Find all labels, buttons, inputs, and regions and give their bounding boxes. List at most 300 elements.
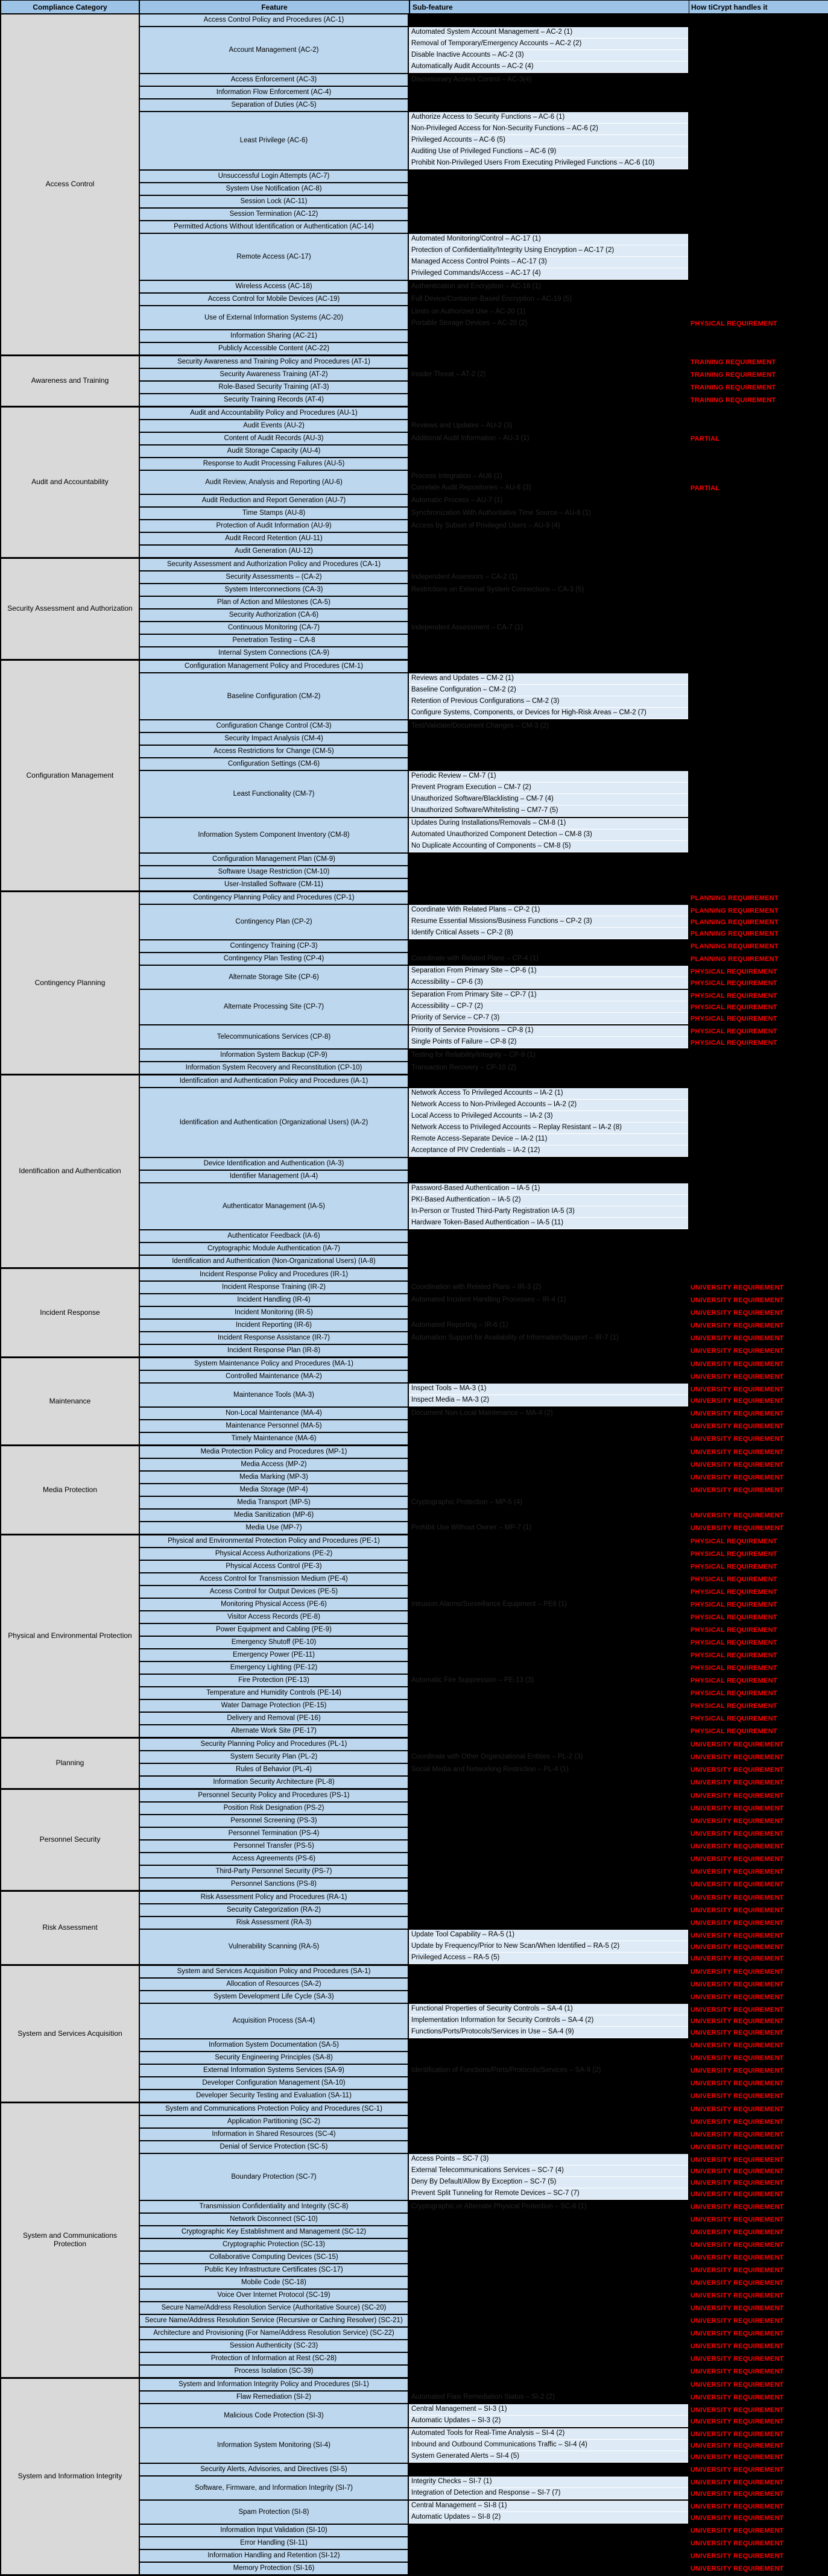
sub-feature-rows	[409, 1230, 828, 1242]
sub-feature-rows	[409, 647, 828, 659]
sub-feature-rows	[409, 209, 828, 220]
sub-feature-rows	[409, 2103, 828, 2115]
sub-feature-cell: Authentication and Encryption – AC-18 (1)	[409, 281, 688, 292]
sub-feature-cell: Automated Unauthorized Component Detection – CM-8 (3)	[409, 830, 688, 841]
sub-feature-cell: No Duplicate Accounting of Components – CM-8 (5)	[409, 841, 688, 852]
feature-row	[140, 1979, 828, 1991]
table-row	[409, 2328, 828, 2339]
table-row	[409, 696, 828, 708]
sub-feature-cell: Integration of Detection and Response – SI-7 (7)	[409, 2488, 688, 2499]
handling-cell	[688, 609, 828, 621]
handling-cell	[688, 27, 828, 39]
table-row	[409, 771, 828, 783]
table-row	[409, 2077, 828, 2089]
handling-cell: UNIVERSITY REQUIREMENT	[688, 1866, 828, 1877]
table-row	[409, 1828, 828, 1839]
feature-row	[140, 382, 828, 394]
table-row	[409, 2290, 828, 2301]
table-row	[409, 1649, 828, 1661]
sub-feature-cell: Inbound and Outbound Communications Traffic – SI-4 (4)	[409, 2440, 688, 2451]
feature-row	[140, 2039, 828, 2052]
feature-cell: Monitoring Physical Access (PE-6)	[140, 1599, 409, 1610]
handling-cell	[688, 805, 828, 817]
feature-cell: Identification and Authentication (Non-Organizational Users) (IA-8)	[140, 1256, 409, 1267]
table-row	[409, 99, 828, 111]
handling-cell	[688, 1134, 828, 1145]
sub-feature-cell: Automated Incident Handling Processes – IR-4 (1)	[409, 1294, 688, 1306]
category-cell-risk-assessment: Risk Assessment	[1, 1892, 140, 1964]
sub-feature-cell	[409, 1713, 688, 1724]
sub-feature-rows	[409, 2039, 828, 2051]
sub-feature-rows	[409, 2392, 828, 2403]
table-row	[409, 245, 828, 257]
feature-row	[140, 2290, 828, 2302]
handling-cell: UNIVERSITY REQUIREMENT	[688, 1966, 828, 1977]
sub-feature-cell	[409, 382, 688, 393]
feature-cell: Timely Maintenance (MA-6)	[140, 1433, 409, 1444]
section-physical-and-environmental-protection	[1, 1535, 828, 1739]
sub-feature-rows	[409, 1828, 828, 1839]
feature-cell: Temperature and Humidity Controls (PE-14)	[140, 1687, 409, 1699]
feature-row	[140, 221, 828, 234]
feature-row	[140, 559, 828, 572]
feature-row	[140, 1853, 828, 1866]
table-row	[409, 1953, 828, 1964]
sub-feature-rows	[409, 1675, 828, 1686]
table-row	[409, 306, 828, 318]
handling-cell: UNIVERSITY REQUIREMENT	[688, 2129, 828, 2140]
section-body-planning	[140, 1739, 828, 1788]
feature-row	[140, 1599, 828, 1611]
feature-cell: Cryptographic Key Establishment and Management (SC-12)	[140, 2226, 409, 2238]
feature-cell: Acquisition Process (SA-4)	[140, 2004, 409, 2038]
sub-feature-rows	[409, 1991, 828, 2003]
sub-feature-cell: Privileged Accounts – AC-6 (5)	[409, 135, 688, 146]
sub-feature-cell: Automated Tools for Real-Time Analysis – SI-4 (2)	[409, 2428, 688, 2440]
feature-row	[140, 1050, 828, 1062]
sub-feature-cell	[409, 892, 688, 904]
feature-row	[140, 369, 828, 382]
handling-cell: UNIVERSITY REQUIREMENT	[688, 2116, 828, 2127]
sub-feature-cell: Process Integration – AU6 (1)	[409, 471, 688, 482]
table-row	[409, 2226, 828, 2238]
feature-row	[140, 330, 828, 343]
sub-feature-rows	[409, 112, 828, 169]
table-row	[409, 1395, 828, 1406]
sub-feature-cell: Privileged Access – RA-5 (5)	[409, 1953, 688, 1964]
sub-feature-rows	[409, 1484, 828, 1496]
sub-feature-rows	[409, 2379, 828, 2390]
table-row	[409, 394, 828, 406]
feature-row	[140, 854, 828, 866]
feature-row	[140, 2065, 828, 2077]
handling-cell: UNIVERSITY REQUIREMENT	[688, 2550, 828, 2562]
handling-cell: UNIVERSITY REQUIREMENT	[688, 1803, 828, 1814]
feature-cell: Permitted Actions Without Identification or Authentication (AC-14)	[140, 221, 409, 233]
table-row	[409, 482, 828, 494]
table-row	[409, 508, 828, 519]
handling-cell: UNIVERSITY REQUIREMENT	[688, 1853, 828, 1865]
feature-row	[140, 87, 828, 99]
sub-feature-cell	[409, 2103, 688, 2115]
feature-row	[140, 1062, 828, 1074]
sub-feature-rows	[409, 221, 828, 233]
handling-cell	[688, 420, 828, 432]
table-body	[1, 14, 828, 2576]
table-row	[409, 940, 828, 952]
table-row	[409, 1171, 828, 1182]
sub-feature-cell: Insider Threat – AT-2 (2)	[409, 369, 688, 380]
handling-cell: UNIVERSITY REQUIREMENT	[688, 1841, 828, 1852]
handling-cell: UNIVERSITY REQUIREMENT	[688, 2440, 828, 2451]
feature-cell: Session Termination (AC-12)	[140, 209, 409, 220]
handling-cell: TRAINING REQUIREMENT	[688, 356, 828, 368]
feature-row	[140, 2302, 828, 2315]
sub-feature-cell: Automation Support for Availability of Information/Support – IR-7 (1)	[409, 1332, 688, 1344]
handling-cell	[688, 158, 828, 169]
handling-cell: UNIVERSITY REQUIREMENT	[688, 1446, 828, 1458]
feature-row	[140, 1764, 828, 1777]
table-row	[409, 2090, 828, 2102]
sub-feature-cell	[409, 635, 688, 646]
sub-feature-rows	[409, 1243, 828, 1255]
sub-feature-rows	[409, 1358, 828, 1370]
feature-row	[140, 1320, 828, 1332]
sub-feature-cell: Non-Privileged Access for Non-Security Functions – AC-6 (2)	[409, 124, 688, 135]
sub-feature-cell	[409, 1459, 688, 1470]
table-row	[409, 1282, 828, 1293]
table-row	[409, 257, 828, 268]
sub-feature-rows	[409, 533, 828, 544]
feature-cell: Emergency Lighting (PE-12)	[140, 1662, 409, 1674]
feature-row	[140, 520, 828, 533]
sub-feature-rows	[409, 2277, 828, 2288]
feature-row	[140, 1446, 828, 1459]
handling-cell	[688, 584, 828, 596]
sub-feature-rows	[409, 1841, 828, 1852]
sub-feature-cell: Additional Audit Information – AU-3 (1)	[409, 433, 688, 444]
feature-row	[140, 508, 828, 520]
table-row	[409, 818, 828, 830]
feature-cell: Voice Over Internet Protocol (SC-19)	[140, 2290, 409, 2301]
handling-cell: UNIVERSITY REQUIREMENT	[688, 2004, 828, 2015]
sub-feature-rows	[409, 1777, 828, 1788]
category-cell-configuration-management: Configuration Management	[1, 661, 140, 890]
sub-feature-rows	[409, 446, 828, 457]
handling-cell	[688, 733, 828, 745]
feature-row	[140, 1183, 828, 1230]
feature-cell: Security Training Records (AT-4)	[140, 394, 409, 406]
sub-feature-rows	[409, 1282, 828, 1293]
table-row	[409, 446, 828, 457]
table-row	[409, 1320, 828, 1331]
table-row	[409, 1930, 828, 1941]
table-row	[409, 2264, 828, 2276]
table-row	[409, 61, 828, 73]
table-row	[409, 2177, 828, 2188]
table-row	[409, 2201, 828, 2212]
handling-cell: UNIVERSITY REQUIREMENT	[688, 2015, 828, 2027]
handling-cell: UNIVERSITY REQUIREMENT	[688, 2353, 828, 2364]
sub-feature-rows	[409, 74, 828, 86]
sub-feature-rows	[409, 2201, 828, 2212]
sub-feature-cell	[409, 1739, 688, 1750]
feature-cell: Information Flow Enforcement (AC-4)	[140, 87, 409, 98]
feature-cell: Wireless Access (AC-18)	[140, 281, 409, 292]
handling-cell	[688, 818, 828, 830]
feature-cell: Information System Backup (CP-9)	[140, 1050, 409, 1061]
sub-feature-rows	[409, 1420, 828, 1432]
table-row	[409, 2239, 828, 2250]
handling-cell: UNIVERSITY REQUIREMENT	[688, 1878, 828, 1890]
table-row	[409, 866, 828, 878]
handling-cell: UNIVERSITY REQUIREMENT	[688, 1815, 828, 1827]
feature-cell: System Use Notification (AC-8)	[140, 183, 409, 195]
sub-feature-cell	[409, 733, 688, 745]
feature-row	[140, 1892, 828, 1904]
table-row	[409, 953, 828, 965]
table-row	[409, 2353, 828, 2364]
handling-cell	[688, 673, 828, 685]
feature-cell: Error Handling (SI-11)	[140, 2537, 409, 2549]
sub-feature-rows	[409, 2563, 828, 2574]
table-row	[409, 1446, 828, 1458]
sub-feature-cell: PKI-Based Authentication – IA-5 (2)	[409, 1195, 688, 1206]
sub-feature-rows	[409, 966, 828, 989]
sub-feature-cell: Identify Critical Assets – CP-2 (8)	[409, 928, 688, 939]
handling-cell	[688, 446, 828, 457]
table-row	[409, 1307, 828, 1318]
header-compliance-category: Compliance Category	[1, 1, 140, 13]
feature-cell: Access Control for Mobile Devices (AC-19)	[140, 294, 409, 305]
feature-row	[140, 1624, 828, 1637]
feature-cell: Access Enforcement (AC-3)	[140, 74, 409, 86]
table-row	[409, 1206, 828, 1218]
feature-row	[140, 1472, 828, 1484]
feature-cell: Developer Security Testing and Evaluation (SA-11)	[140, 2090, 409, 2102]
feature-cell: Water Damage Protection (PE-15)	[140, 1700, 409, 1712]
feature-cell: Media Transport (MP-5)	[140, 1497, 409, 1508]
feature-cell: System and Services Acquisition Policy and Procedures (SA-1)	[140, 1966, 409, 1977]
feature-row	[140, 647, 828, 659]
sub-feature-rows	[409, 771, 828, 817]
handling-cell: UNIVERSITY REQUIREMENT	[688, 2039, 828, 2051]
feature-cell: Third-Party Personnel Security (PS-7)	[140, 1866, 409, 1877]
sub-feature-rows	[409, 1561, 828, 1572]
handling-cell: PHYSICAL REQUIREMENT	[688, 1586, 828, 1598]
handling-cell: UNIVERSITY REQUIREMENT	[688, 1307, 828, 1318]
sub-feature-rows	[409, 2141, 828, 2153]
feature-cell: Content of Audit Records (AU-3)	[140, 433, 409, 444]
sub-feature-rows	[409, 1025, 828, 1048]
sub-feature-cell: Central Management – SI-3 (1)	[409, 2404, 688, 2416]
feature-row	[140, 27, 828, 74]
handling-cell: UNIVERSITY REQUIREMENT	[688, 2239, 828, 2250]
section-body-awareness-and-training	[140, 356, 828, 406]
sub-feature-rows	[409, 2353, 828, 2364]
handling-cell	[688, 1158, 828, 1170]
handling-cell: PLANNING REQUIREMENT	[688, 928, 828, 939]
feature-row	[140, 408, 828, 420]
feature-cell: Security Awareness and Training Policy and Procedures (AT-1)	[140, 356, 409, 368]
category-cell-system-and-information-integrity: System and Information Integrity	[1, 2379, 140, 2574]
sub-feature-cell: Updates During Installations/Removals – CM-8 (1)	[409, 818, 688, 830]
handling-cell	[688, 171, 828, 182]
section-body-media-protection	[140, 1446, 828, 1534]
feature-row	[140, 1815, 828, 1828]
handling-cell: UNIVERSITY REQUIREMENT	[688, 1979, 828, 1990]
feature-cell: Physical Access Control (PE-3)	[140, 1561, 409, 1572]
feature-row	[140, 1230, 828, 1243]
feature-row	[140, 2537, 828, 2550]
handling-cell: UNIVERSITY REQUIREMENT	[688, 1892, 828, 1903]
sub-feature-rows	[409, 1966, 828, 1977]
sub-feature-cell: Identification of Functions/Ports/Protocols/Services – SA-9 (2)	[409, 2065, 688, 2076]
sub-feature-cell	[409, 1841, 688, 1852]
handling-cell: PHYSICAL REQUIREMENT	[688, 1037, 828, 1048]
table-row	[409, 1123, 828, 1134]
section-system-and-information-integrity	[1, 2379, 828, 2576]
table-row	[409, 382, 828, 393]
table-row	[409, 1230, 828, 1242]
handling-cell: UNIVERSITY REQUIREMENT	[688, 2315, 828, 2326]
feature-row	[140, 1966, 828, 1979]
feature-cell: Unsuccessful Login Attempts (AC-7)	[140, 171, 409, 182]
feature-cell: Physical and Environmental Protection Policy and Procedures (PE-1)	[140, 1535, 409, 1547]
handling-cell: PLANNING REQUIREMENT	[688, 953, 828, 965]
table-row	[409, 1243, 828, 1255]
feature-row	[140, 879, 828, 890]
table-row	[409, 1675, 828, 1686]
sub-feature-rows	[409, 1183, 828, 1229]
feature-row	[140, 866, 828, 879]
handling-cell	[688, 1075, 828, 1087]
handling-cell	[688, 74, 828, 86]
feature-row	[140, 1269, 828, 1282]
sub-feature-rows	[409, 2501, 828, 2524]
sub-feature-cell	[409, 1484, 688, 1496]
sub-feature-rows	[409, 2129, 828, 2140]
feature-row	[140, 1497, 828, 1510]
sub-feature-cell	[409, 1548, 688, 1560]
handling-cell: UNIVERSITY REQUIREMENT	[688, 2340, 828, 2352]
feature-cell: Time Stamps (AU-8)	[140, 508, 409, 519]
handling-cell: UNIVERSITY REQUIREMENT	[688, 1395, 828, 1406]
table-row	[409, 1687, 828, 1699]
sub-feature-rows	[409, 306, 828, 329]
feature-cell: Alternate Storage Site (CP-6)	[140, 966, 409, 989]
header-sub-feature: Sub-feature	[410, 1, 689, 13]
handling-cell: UNIVERSITY REQUIREMENT	[688, 2290, 828, 2301]
feature-cell: Media Sanitization (MP-6)	[140, 1510, 409, 1521]
feature-row	[140, 2477, 828, 2501]
table-row	[409, 1892, 828, 1903]
feature-cell: Media Protection Policy and Procedures (MP-1)	[140, 1446, 409, 1458]
table-row	[409, 1573, 828, 1585]
sub-feature-cell	[409, 1991, 688, 2003]
section-incident-response	[1, 1269, 828, 1358]
feature-row	[140, 661, 828, 673]
feature-row	[140, 966, 828, 990]
header-how-ticrypt-handles-it: How tiCrypt handles it	[691, 2, 768, 11]
table-row	[409, 2563, 828, 2574]
handling-cell: UNIVERSITY REQUIREMENT	[688, 1764, 828, 1775]
sub-feature-cell	[409, 1853, 688, 1865]
sub-feature-cell	[409, 2537, 688, 2549]
sub-feature-rows	[409, 854, 828, 865]
feature-row	[140, 1075, 828, 1088]
feature-row	[140, 1790, 828, 1803]
sub-feature-cell	[409, 356, 688, 368]
feature-row	[140, 758, 828, 771]
table-row	[409, 805, 828, 817]
sub-feature-rows	[409, 990, 828, 1024]
sub-feature-cell	[409, 2563, 688, 2574]
sub-feature-cell	[409, 1472, 688, 1483]
sub-feature-cell	[409, 446, 688, 457]
feature-cell: Response to Audit Processing Failures (AU-5)	[140, 458, 409, 470]
section-security-assessment-and-authorization	[1, 559, 828, 661]
table-row	[409, 597, 828, 608]
table-row	[409, 830, 828, 841]
handling-cell: UNIVERSITY REQUIREMENT	[688, 1510, 828, 1521]
sub-feature-cell: Prohibit Non-Privileged Users From Executing Privileged Functions – AC-6 (10)	[409, 158, 688, 169]
sub-feature-cell	[409, 1371, 688, 1382]
sub-feature-cell	[409, 209, 688, 220]
feature-cell: Identification and Authentication Policy and Procedures (IA-1)	[140, 1075, 409, 1087]
table-row	[409, 1013, 828, 1024]
feature-cell: Configuration Management Plan (CM-9)	[140, 854, 409, 865]
table-row	[409, 1803, 828, 1814]
feature-row	[140, 1917, 828, 1930]
sub-feature-rows	[409, 1892, 828, 1903]
handling-cell	[688, 408, 828, 419]
sub-feature-cell: Independent Assessors – CA-2 (1)	[409, 572, 688, 583]
feature-row	[140, 1282, 828, 1294]
feature-cell: Software, Firmware, and Information Integrity (SI-7)	[140, 2477, 409, 2499]
sub-feature-cell	[409, 1700, 688, 1712]
sub-feature-cell	[409, 87, 688, 98]
category-cell-system-and-communications-protection: System and Communications Protection	[1, 2103, 140, 2377]
handling-cell: UNIVERSITY REQUIREMENT	[688, 1294, 828, 1306]
feature-row	[140, 2464, 828, 2477]
handling-cell	[688, 234, 828, 245]
table-row	[409, 2214, 828, 2225]
feature-row	[140, 209, 828, 221]
feature-cell: System and Information Integrity Policy and Procedures (SI-1)	[140, 2379, 409, 2390]
sub-feature-cell: Prevent Program Execution – CM-7 (2)	[409, 783, 688, 794]
feature-row	[140, 1675, 828, 1687]
sub-feature-rows	[409, 356, 828, 368]
feature-cell: Contingency Plan Testing (CP-4)	[140, 953, 409, 965]
feature-cell: Information Sharing (AC-21)	[140, 330, 409, 342]
sub-feature-cell: Integrity Checks – SI-7 (1)	[409, 2477, 688, 2488]
sub-feature-rows	[409, 1624, 828, 1636]
table-row	[409, 2451, 828, 2463]
sub-feature-rows	[409, 14, 828, 26]
sub-feature-cell	[409, 1777, 688, 1788]
sub-feature-rows	[409, 1866, 828, 1877]
table-row	[409, 1345, 828, 1356]
sub-feature-cell	[409, 2252, 688, 2263]
feature-row	[140, 1358, 828, 1371]
handling-cell: UNIVERSITY REQUIREMENT	[688, 1472, 828, 1483]
section-identification-and-authentication	[1, 1075, 828, 1269]
feature-row	[140, 533, 828, 546]
sub-feature-cell: Network Access to Privileged Accounts – Replay Resistant – IA-2 (8)	[409, 1123, 688, 1134]
sub-feature-cell	[409, 2315, 688, 2326]
feature-cell: System Interconnections (CA-3)	[140, 584, 409, 596]
